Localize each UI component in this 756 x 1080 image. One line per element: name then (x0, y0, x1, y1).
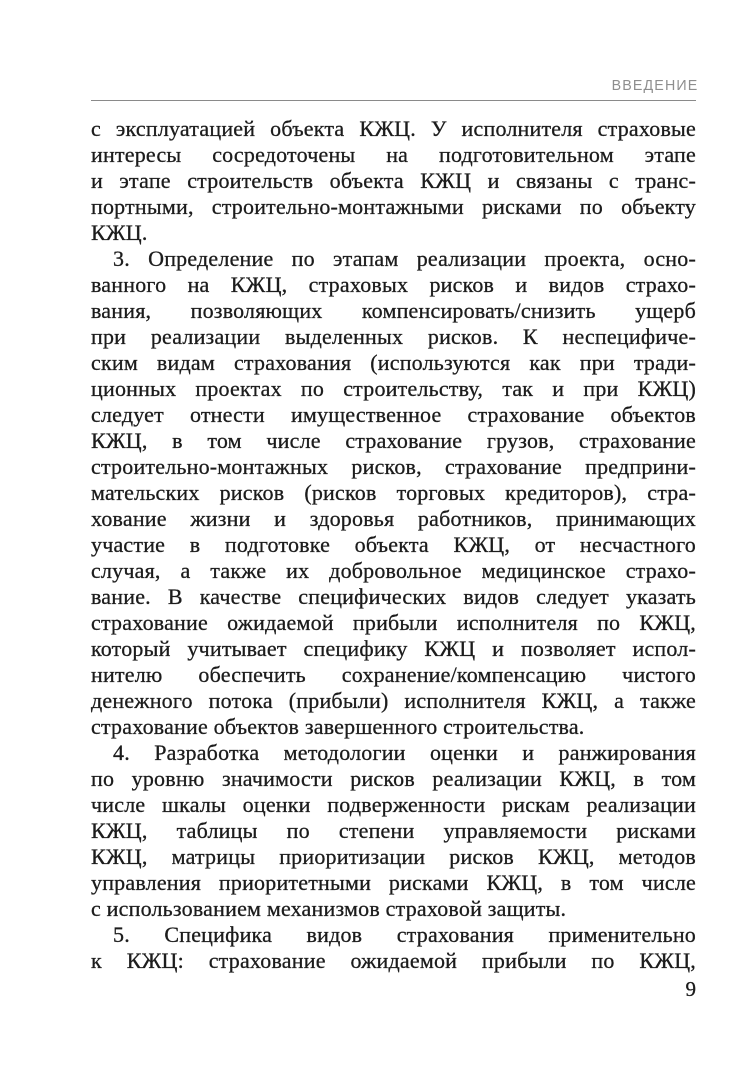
paragraph (91, 740, 696, 922)
text-line: страхование объектов завершенного строительства. (91, 714, 585, 739)
text-line: мательских рисков (рисков торговых кредиторов), стра- (91, 480, 696, 505)
text-line: интересы сосредоточены на подготовительном этапе (91, 142, 696, 167)
text-line: управления приоритетными рисками КЖЦ, в том числе (91, 870, 696, 895)
text-line: числе шкалы оценки подверженности рискам реализации (91, 792, 696, 817)
text-line: строительно-монтажных рисков, страхование предприни- (91, 454, 696, 479)
text-line: по уровню значимости рисков реализации КЖЦ, в том (91, 766, 696, 791)
text-line: хование жизни и здоровья работников, принимающих (91, 506, 696, 531)
text-line: ванного на КЖЦ, страховых рисков и видов страхо- (91, 272, 696, 297)
text-line: с эксплуатацией объекта КЖЦ. У исполнителя страховые (91, 116, 696, 141)
text-line: 3. Определение по этапам реализации проекта, осно- (113, 246, 696, 271)
text-line: следует отнести имущественное страхование объектов (91, 402, 696, 427)
text-line: ским видам страхования (используются как при тради- (91, 350, 696, 375)
text-line: с использованием механизмов страховой защиты. (91, 896, 567, 921)
text-line: КЖЦ, в том числе страхование грузов, страхование (91, 428, 696, 453)
text-line: денежного потока (прибыли) исполнителя КЖЦ, а также (91, 688, 696, 713)
header-rule (91, 100, 696, 101)
page-number: 9 (685, 977, 696, 1001)
paragraph (91, 922, 696, 974)
text-line: участие в подготовке объекта КЖЦ, от несчастного (91, 532, 696, 557)
text-line: ционных проектах по строительству, так и при КЖЦ) (91, 376, 696, 401)
paragraph (91, 246, 696, 740)
text-line: 5. Специфика видов страхования применительно (113, 922, 696, 947)
text-line: КЖЦ, матрицы приоритизации рисков КЖЦ, методов (91, 844, 696, 869)
running-header: ВВЕДЕНИЕ (611, 77, 698, 94)
text-line: КЖЦ, таблицы по степени управляемости рисками (91, 818, 696, 843)
text-line: к КЖЦ: страхование ожидаемой прибыли по КЖЦ, (91, 948, 696, 973)
text-line: случая, а также их добровольное медицинское страхо- (91, 558, 696, 583)
text-line: портными, строительно-монтажными рисками по объекту (91, 194, 696, 219)
text-line: нителю обеспечить сохранение/компенсацию чистого (91, 662, 696, 687)
text-line: страхование ожидаемой прибыли исполнителя по КЖЦ, (91, 610, 696, 635)
body-text (91, 116, 696, 974)
text-line: вание. В качестве специфических видов следует указать (91, 584, 696, 609)
text-line: вания, позволяющих компенсировать/снизить ущерб (91, 298, 696, 323)
text-line: 4. Разработка методологии оценки и ранжирования (113, 740, 696, 765)
text-line: который учитывает специфику КЖЦ и позволяет испол- (91, 636, 696, 661)
text-line: при реализации выделенных рисков. К неспецифиче- (91, 324, 696, 349)
text-line: КЖЦ. (91, 220, 148, 245)
paragraph (91, 116, 696, 246)
text-line: и этапе строительств объекта КЖЦ и связаны с транс- (91, 168, 696, 193)
